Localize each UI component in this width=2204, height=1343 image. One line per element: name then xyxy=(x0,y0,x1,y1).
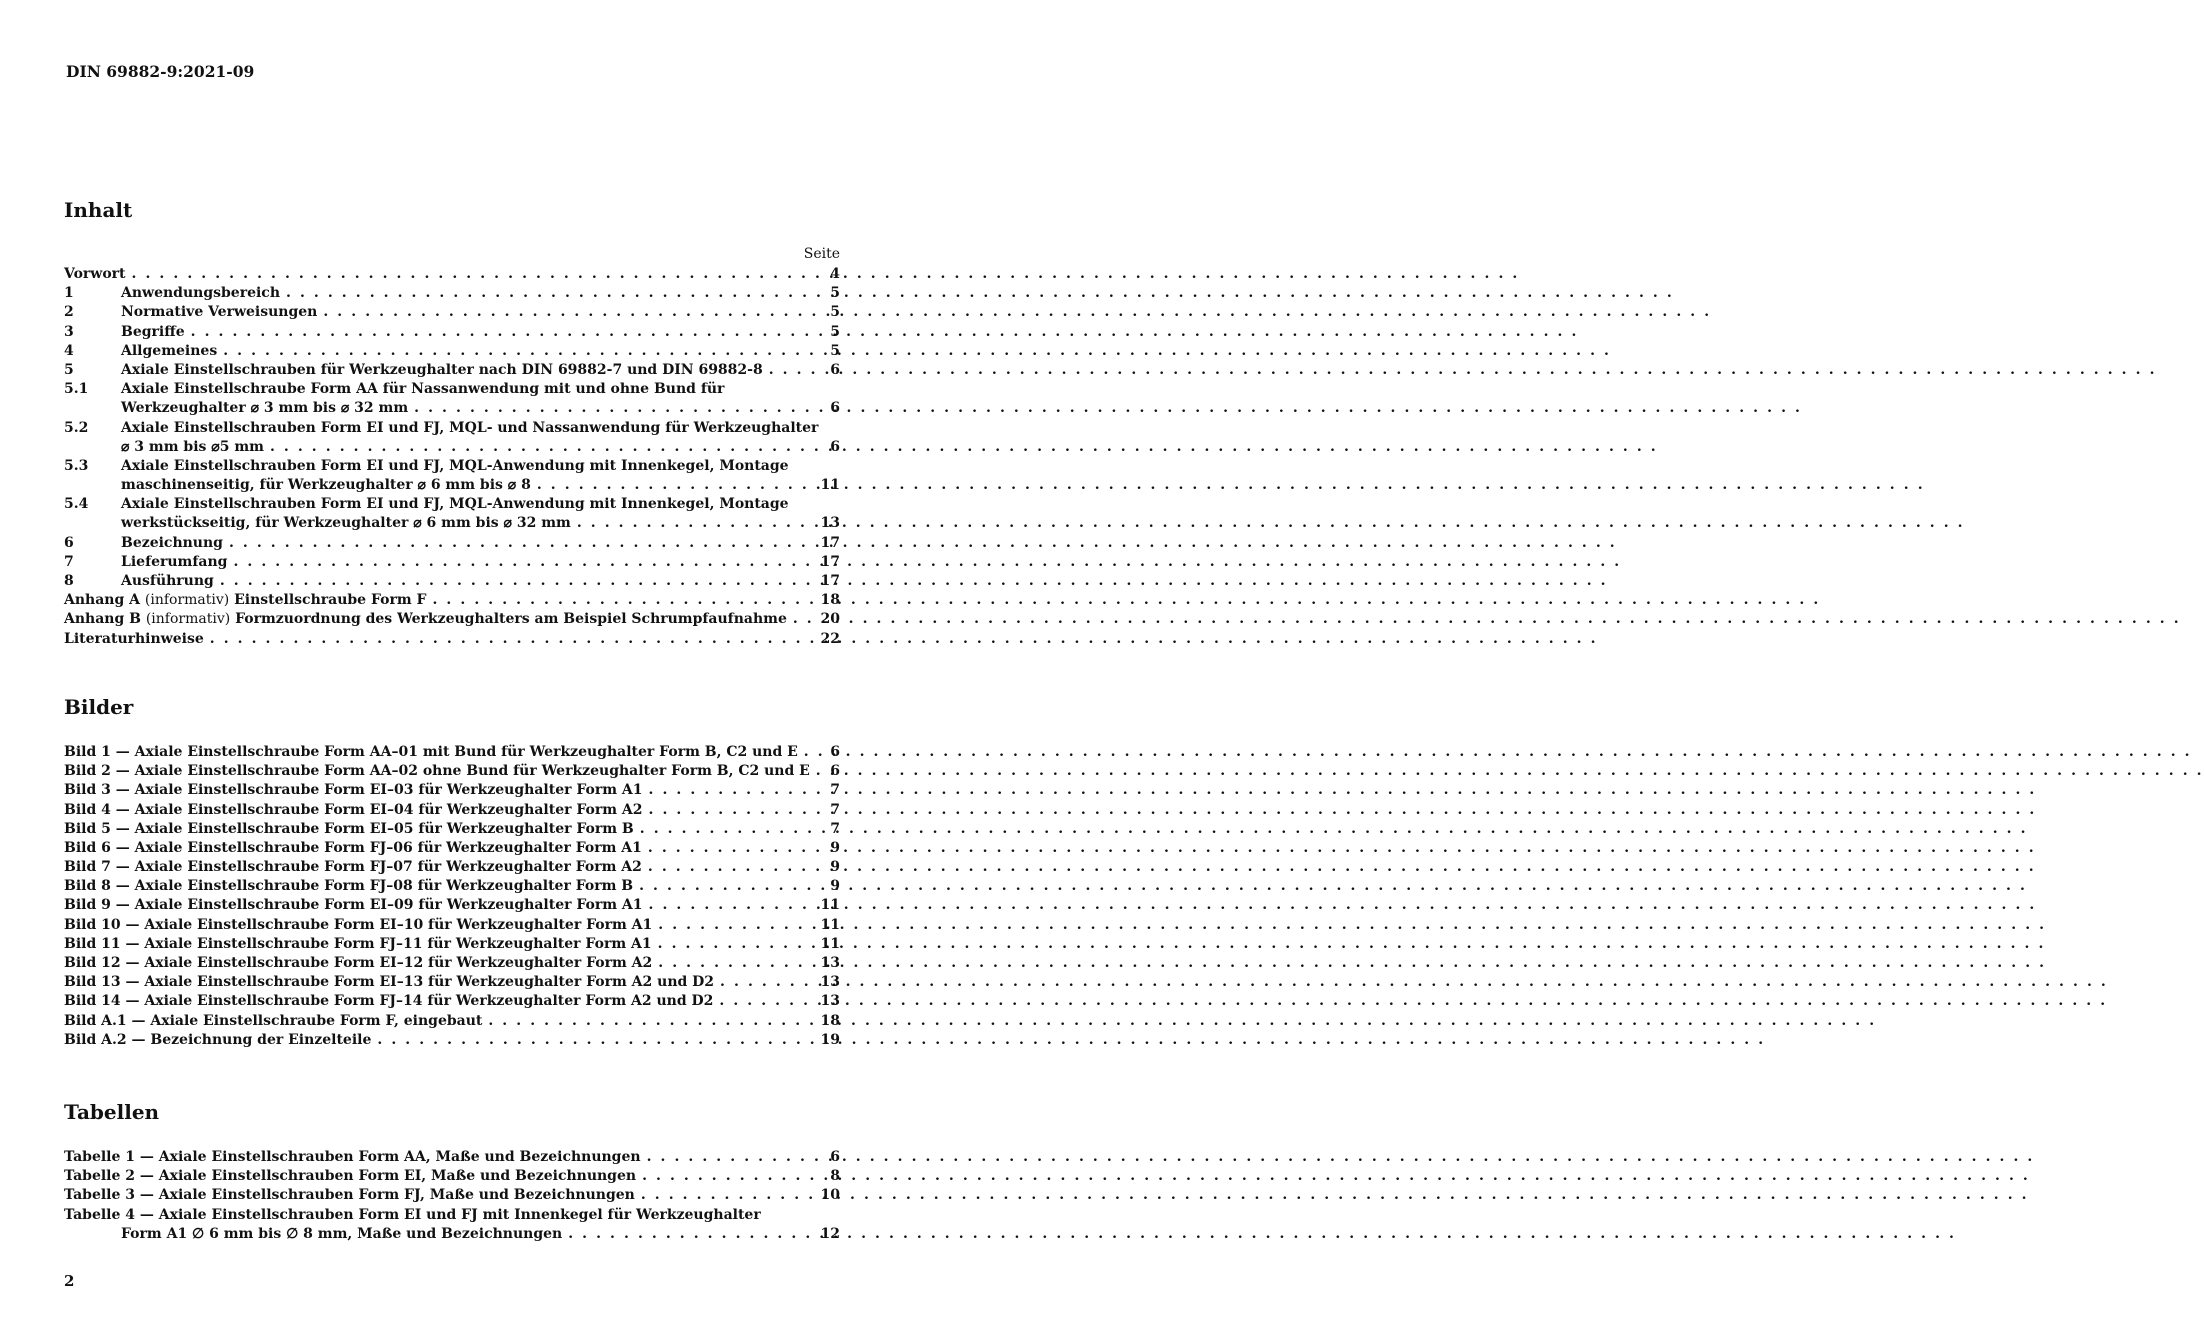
toc-entry[interactable] xyxy=(64,457,840,495)
toc-section-number: 7 xyxy=(64,553,74,570)
toc-entry[interactable] xyxy=(64,284,840,303)
leader-dots xyxy=(408,399,796,418)
toc-page-number: 17 xyxy=(820,534,840,551)
figure-entry-title: Bild 11 — Axiale Einstellschraube Form FJ–11 für Werkzeughalter Form A1 xyxy=(64,935,652,952)
leader-dots xyxy=(713,992,796,1011)
annex-title: Formzuordnung des Werkzeughalters am Beispiel Schrumpfaufnahme xyxy=(235,611,787,628)
toc-entry-title-line1: Axiale Einstellschrauben Form EI und FJ, MQL- und Nassanwendung für Werkzeughalter xyxy=(121,419,819,436)
toc-entry[interactable] xyxy=(64,361,840,380)
figure-entry-title: Bild 13 — Axiale Einstellschraube Form EI–13 für Werkzeughalter Form A2 und D2 xyxy=(64,974,715,991)
seite-label: Seite xyxy=(803,246,840,262)
leader-dots xyxy=(371,1031,796,1050)
figure-entry-title: Bild 14 — Axiale Einstellschraube Form FJ–14 für Werkzeughalter Form A2 und D2 xyxy=(64,993,714,1010)
figure-entry[interactable] xyxy=(64,954,840,973)
toc-entry[interactable] xyxy=(64,342,840,361)
toc-entry[interactable] xyxy=(64,419,840,457)
leader-dots xyxy=(126,265,796,284)
toc-page-number: 6 xyxy=(830,361,840,378)
annex-qualifier: (informativ) xyxy=(145,611,231,628)
toc-page-number: 18 xyxy=(820,592,840,609)
toc-entry[interactable] xyxy=(64,495,840,533)
figure-page-number: 6 xyxy=(830,763,840,780)
toc-entry-title: Bezeichnung xyxy=(121,534,223,551)
leader-dots xyxy=(643,781,796,800)
leader-dots xyxy=(426,591,796,610)
toc-entry-title: Werkzeughalter ⌀ 3 mm bis ⌀ 32 mm xyxy=(121,400,409,417)
toc-entry-title-line1: Axiale Einstellschrauben Form EI und FJ, MQL-Anwendung mit Innenkegel, Montage xyxy=(121,457,789,474)
toc-section-number: 5.1 xyxy=(64,381,89,398)
figure-entry[interactable] xyxy=(64,935,840,954)
toc-page-number: 17 xyxy=(820,573,840,590)
toc-entry-title xyxy=(64,610,787,629)
toc-entry-title-line1: Axiale Einstellschrauben Form EI und FJ, MQL-Anwendung mit Innenkegel, Montage xyxy=(121,496,789,513)
leader-dots xyxy=(714,973,796,992)
toc-entry[interactable] xyxy=(64,380,840,418)
leader-dots xyxy=(571,514,796,533)
figure-entry[interactable] xyxy=(64,1031,840,1050)
toc-entry-title: werkstückseitig, für Werkzeughalter ⌀ 6 mm bis ⌀ 32 mm xyxy=(121,515,571,532)
toc-entry-title: Vorwort xyxy=(64,265,126,282)
figure-page-number: 9 xyxy=(830,859,840,876)
figure-entry[interactable] xyxy=(64,1012,840,1031)
figure-page-number: 7 xyxy=(830,801,840,818)
toc-entry-title: Begriffe xyxy=(121,323,185,340)
figure-entry-title: Bild 2 — Axiale Einstellschraube Form AA–02 ohne Bund für Werkzeughalter Form B, C2 und E xyxy=(64,763,810,780)
figure-page-number: 13 xyxy=(820,993,840,1010)
table-page-number: 12 xyxy=(820,1225,840,1242)
toc-page-number: 6 xyxy=(830,400,840,417)
toc-page-number: 20 xyxy=(820,611,840,628)
leader-dots xyxy=(633,877,796,896)
toc-entry-title: Lieferumfang xyxy=(121,553,228,570)
table-entry[interactable] xyxy=(64,1186,840,1205)
toc-entry[interactable] xyxy=(64,534,840,553)
toc-entry-annex-a[interactable] xyxy=(64,591,840,610)
annex-prefix: Anhang B xyxy=(64,611,141,628)
toc-entry-title: maschinenseitig, für Werkzeughalter ⌀ 6 mm bis ⌀ 8 xyxy=(121,477,531,494)
toc-section-number: 2 xyxy=(64,304,74,321)
toc-section-number: 3 xyxy=(64,323,74,340)
figure-entry-title: Bild A.2 — Bezeichnung der Einzelteile xyxy=(64,1031,372,1048)
table-entry-title: Form A1 ∅ 6 mm bis ∅ 8 mm, Maße und Bezeichnungen xyxy=(121,1225,563,1242)
figure-entry-title: Bild 1 — Axiale Einstellschraube Form AA–01 mit Bund für Werkzeughalter Form B, C2 und E xyxy=(64,743,798,760)
toc-entry-title xyxy=(64,591,426,610)
figure-page-number: 7 xyxy=(830,820,840,837)
leader-dots xyxy=(641,1148,796,1167)
toc-entry-title: Anwendungsbereich xyxy=(121,285,280,302)
page-number: 2 xyxy=(64,1272,75,1290)
figure-page-number: 6 xyxy=(830,743,840,760)
leader-dots xyxy=(636,1167,796,1186)
toc-section-number: 4 xyxy=(64,342,74,359)
table-entry-title: Tabelle 3 — Axiale Einstellschrauben Form FJ, Maße und Bezeichnungen xyxy=(64,1187,635,1204)
figure-page-number: 13 xyxy=(820,974,840,991)
leader-dots xyxy=(635,1186,796,1205)
leader-dots xyxy=(227,553,796,572)
toc-section-number: 6 xyxy=(64,534,74,551)
toc-page-number: 5 xyxy=(830,285,840,302)
table-of-contents xyxy=(64,265,840,649)
figure-entry-title: Bild 3 — Axiale Einstellschraube Form EI–03 für Werkzeughalter Form A1 xyxy=(64,782,643,799)
figure-entry[interactable] xyxy=(64,801,840,820)
toc-entry-title: Literaturhinweise xyxy=(64,630,204,647)
tables-heading: Tabellen xyxy=(64,1100,160,1124)
figure-entry-title: Bild 5 — Axiale Einstellschraube Form EI–05 für Werkzeughalter Form B xyxy=(64,820,634,837)
figure-page-number: 7 xyxy=(830,782,840,799)
table-entry-title: Tabelle 2 — Axiale Einstellschrauben Form EI, Maße und Bezeichnungen xyxy=(64,1168,637,1185)
toc-entry-title: Normative Verweisungen xyxy=(121,304,318,321)
list-of-figures xyxy=(64,743,840,1050)
toc-page-number: 6 xyxy=(830,438,840,455)
table-page-number: 10 xyxy=(820,1187,840,1204)
figure-page-number: 11 xyxy=(820,897,840,914)
table-entry-title: Tabelle 1 — Axiale Einstellschrauben Form AA, Maße und Bezeichnungen xyxy=(64,1148,641,1165)
figure-page-number: 9 xyxy=(830,878,840,895)
figure-entry[interactable] xyxy=(64,762,840,781)
toc-entry[interactable] xyxy=(64,323,840,342)
figure-entry-title: Bild 7 — Axiale Einstellschraube Form FJ–07 für Werkzeughalter Form A2 xyxy=(64,859,642,876)
toc-page-number: 11 xyxy=(820,477,840,494)
figure-entry-title: Bild A.1 — Axiale Einstellschraube Form F, eingebaut xyxy=(64,1012,483,1029)
figure-entry-title: Bild 4 — Axiale Einstellschraube Form EI–04 für Werkzeughalter Form A2 xyxy=(64,801,643,818)
figure-page-number: 11 xyxy=(820,916,840,933)
toc-entry[interactable] xyxy=(64,572,840,591)
figure-entry[interactable] xyxy=(64,973,840,992)
toc-section-number: 8 xyxy=(64,573,74,590)
document-id: DIN 69882-9:2021-09 xyxy=(66,62,255,81)
figure-entry[interactable] xyxy=(64,992,840,1011)
figure-entry-title: Bild 9 — Axiale Einstellschraube Form EI–09 für Werkzeughalter Form A1 xyxy=(64,897,643,914)
toc-page-number: 5 xyxy=(830,323,840,340)
toc-entry-title-line1: Axiale Einstellschraube Form AA für Nassanwendung mit und ohne Bund für xyxy=(121,381,725,398)
figure-entry[interactable] xyxy=(64,781,840,800)
table-page-number: 6 xyxy=(830,1148,840,1165)
figure-page-number: 9 xyxy=(830,839,840,856)
figure-page-number: 11 xyxy=(820,935,840,952)
figure-page-number: 18 xyxy=(820,1012,840,1029)
toc-page-number: 22 xyxy=(820,630,840,647)
toc-heading: Inhalt xyxy=(64,198,133,222)
leader-dots xyxy=(217,342,796,361)
toc-page-number: 13 xyxy=(820,515,840,532)
toc-section-number: 5.2 xyxy=(64,419,89,436)
toc-section-number: 5 xyxy=(64,361,74,378)
leader-dots xyxy=(280,284,796,303)
figure-page-number: 13 xyxy=(820,955,840,972)
leader-dots xyxy=(634,820,796,839)
toc-entry-literatur[interactable] xyxy=(64,630,840,649)
figure-entry[interactable] xyxy=(64,877,840,896)
figure-entry[interactable] xyxy=(64,839,840,858)
figure-entry[interactable] xyxy=(64,897,840,916)
leader-dots xyxy=(531,476,796,495)
figure-entry[interactable] xyxy=(64,916,840,935)
leader-dots xyxy=(317,303,796,322)
leader-dots xyxy=(214,572,796,591)
figure-entry-title: Bild 12 — Axiale Einstellschraube Form EI–12 für Werkzeughalter Form A2 xyxy=(64,955,653,972)
leader-dots xyxy=(562,1225,796,1244)
figure-entry-title: Bild 8 — Axiale Einstellschraube Form FJ–08 für Werkzeughalter Form B xyxy=(64,878,634,895)
toc-entry-title: Ausführung xyxy=(121,573,214,590)
toc-section-number: 1 xyxy=(64,285,74,302)
list-of-tables xyxy=(64,1148,840,1244)
toc-page-number: 5 xyxy=(830,342,840,359)
toc-entry-annex-b[interactable] xyxy=(64,610,840,629)
figure-entry-title: Bild 10 — Axiale Einstellschraube Form EI–10 für Werkzeughalter Form A1 xyxy=(64,916,653,933)
figure-entry[interactable] xyxy=(64,858,840,877)
figures-heading: Bilder xyxy=(64,695,134,719)
leader-dots xyxy=(642,839,796,858)
toc-section-number: 5.4 xyxy=(64,496,89,513)
leader-dots xyxy=(652,916,796,935)
table-entry[interactable] xyxy=(64,1167,840,1186)
toc-page-number: 5 xyxy=(830,304,840,321)
leader-dots xyxy=(643,896,796,915)
toc-section-number: 5.3 xyxy=(64,457,89,474)
table-entry[interactable] xyxy=(64,1148,840,1167)
leader-dots xyxy=(204,630,796,649)
leader-dots xyxy=(223,534,796,553)
leader-dots xyxy=(652,954,796,973)
leader-dots xyxy=(185,323,796,342)
table-page-number: 8 xyxy=(830,1168,840,1185)
leader-dots xyxy=(642,858,796,877)
toc-entry[interactable] xyxy=(64,553,840,572)
leader-dots xyxy=(643,801,796,820)
toc-entry-title: Axiale Einstellschrauben für Werkzeughalter nach DIN 69882-7 und DIN 69882-8 xyxy=(121,361,763,378)
leader-dots xyxy=(482,1012,796,1031)
toc-entry[interactable] xyxy=(64,265,840,284)
figure-entry[interactable] xyxy=(64,820,840,839)
leader-dots xyxy=(652,935,796,954)
table-entry-title-line1: Tabelle 4 — Axiale Einstellschrauben Form EI und FJ mit Innenkegel für Werkzeughalter xyxy=(64,1206,761,1223)
annex-title: Einstellschraube Form F xyxy=(234,592,427,609)
toc-entry[interactable] xyxy=(64,303,840,322)
leader-dots xyxy=(763,361,796,380)
leader-dots xyxy=(787,610,796,629)
leader-dots xyxy=(264,438,796,457)
toc-page-number: 4 xyxy=(830,265,840,282)
figure-page-number: 19 xyxy=(820,1031,840,1048)
figure-entry-title: Bild 6 — Axiale Einstellschraube Form FJ–06 für Werkzeughalter Form A1 xyxy=(64,839,642,856)
toc-page-number: 17 xyxy=(820,553,840,570)
table-entry[interactable] xyxy=(64,1206,840,1244)
toc-entry-title: Allgemeines xyxy=(121,342,218,359)
toc-entry-title: ⌀ 3 mm bis ⌀5 mm xyxy=(121,438,264,455)
figure-entry[interactable] xyxy=(64,743,840,762)
annex-prefix: Anhang A xyxy=(64,592,140,609)
annex-qualifier: (informativ) xyxy=(144,592,230,609)
